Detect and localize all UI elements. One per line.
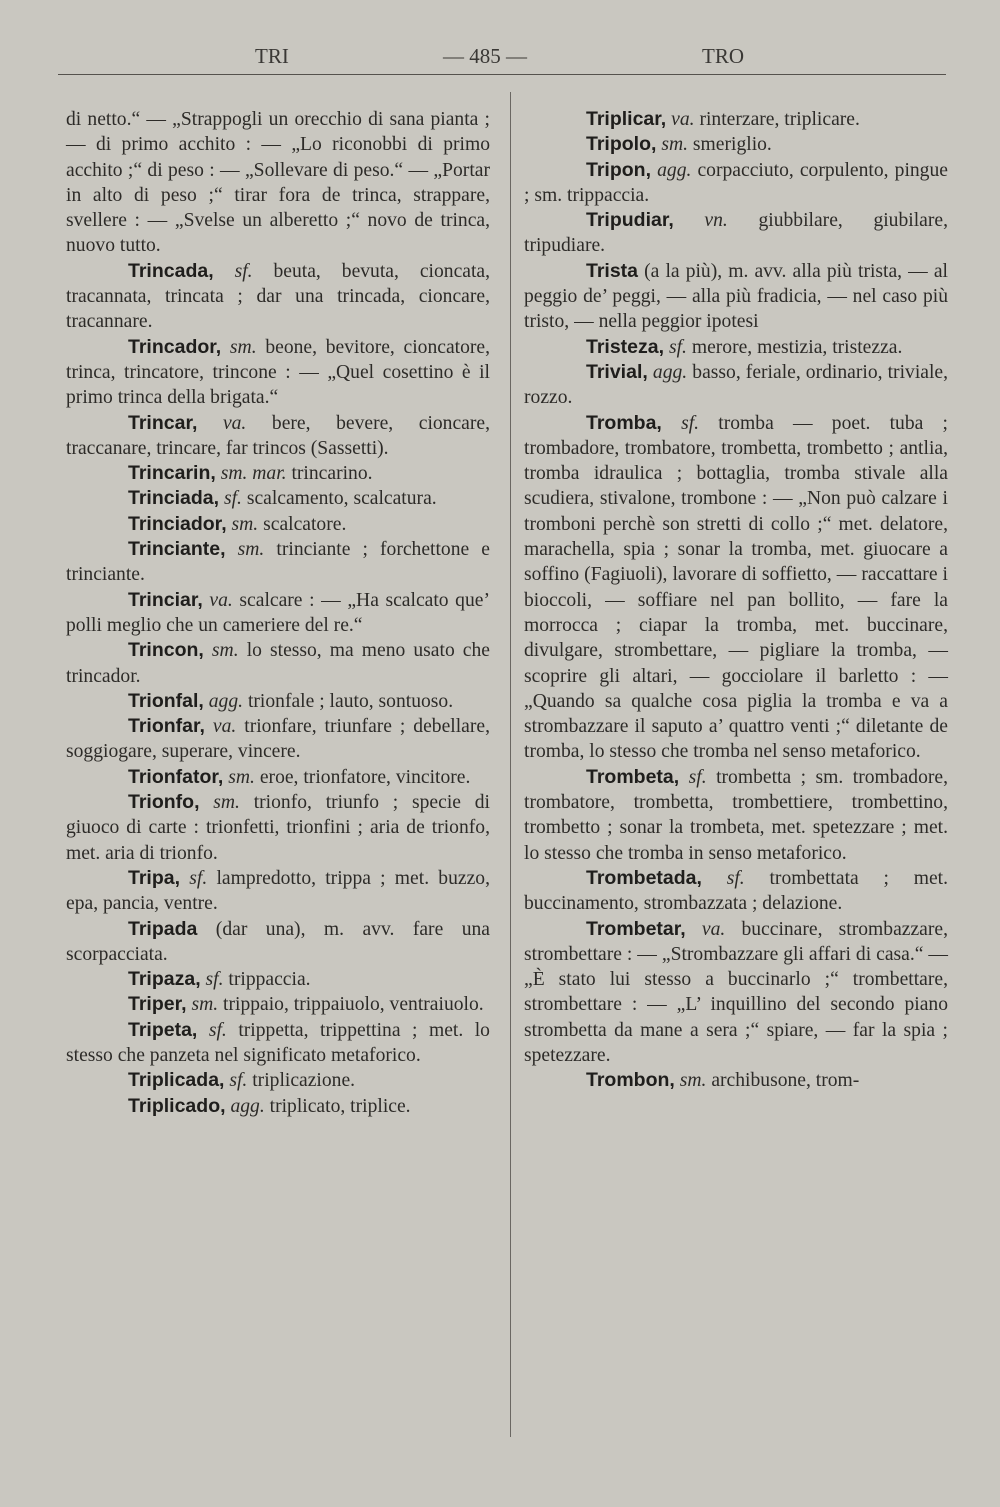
entry-grammar-label: sf. [726,867,745,889]
entry-grammar-label: sm. [228,766,255,788]
dictionary-entry [66,917,490,968]
entry-headword: Trinciante, [128,538,226,561]
entry-headword: Triplicado, [128,1094,226,1117]
entry-grammar-label: sf. [189,867,208,889]
entry-headword: Trionfo, [128,791,200,814]
dictionary-entry [66,461,490,486]
entry-definition: bere, bevere, cioncare, traccanare, trincare, far trincos (Sassetti). [66,412,490,459]
dictionary-entry [66,790,490,866]
entry-headword: Triplicar, [586,108,667,130]
entry-definition: giubbilare, giubilare, tripudiare. [524,210,948,257]
entry-headword: Trivial, [586,360,648,383]
entry-definition: trinciante ; forchettone e trinciante. [66,539,490,586]
entry-definition: merore, mestizia, tristezza. [691,336,903,358]
dictionary-entry [66,765,490,790]
dictionary-entry [524,107,948,132]
entry-definition: trippaio, trippaiuolo, ventraiuolo. [223,994,484,1016]
entry-headword: Trionfar, [128,715,205,738]
entry-definition: corpacciuto, corpulento, pingue ; sm. trippaccia. [524,159,948,206]
entry-headword: Trionfator, [128,765,224,788]
entry-headword: Tromba, [586,411,662,434]
entry-definition: eroe, trionfatore, vincitore. [259,766,471,788]
entry-definition: scalcatore. [263,513,347,535]
dictionary-entry [524,411,948,765]
entry-definition: tromba — poet. tuba ; trombadore, trombatore, trombetta, trombetto ; antlia, tromba idraulica ; bottaglia, tromba stivale alla scudiera, stivalone, trombone : — „Non può calzare i tromboni perchè son stretti di collo ;“ met. delatore, marachella, spia ; sonar la tromba, met. giuocare a soffino (Fagiuoli), lavorare di soffietto, — raccattare i bioccoli, — soffiare nel pan bollito, — fare la morrocca ; ciapar la tromba, met. buccinare, divulgare, strombettare, — pigliare la tromba, — scoprire gli altari, — gocciolare il barletto : — „Quando sa qualche cosa piglia la tromba e va a strombazzare il saputo a’ quattro venti ;“ diletante de tromba, lo stesso che tromba nel senso metaforico. [524,412,949,763]
entry-headword: Trincon, [128,639,204,662]
dictionary-entry [524,132,948,157]
entry-definition: scalcamento, scalcatura. [246,488,437,510]
entry-grammar-label: va. [671,109,695,130]
entry-headword: Triplicada, [128,1069,225,1092]
entry-definition: trombettata ; met. buccinamento, strombazzata ; delazione. [524,867,948,915]
dictionary-entry [524,917,948,1069]
entry-headword: Tripolo, [586,133,657,156]
entry-definition: trippaccia. [228,969,311,991]
entry-grammar-label: agg. [208,690,244,712]
entry-grammar-label: sf. [234,260,253,282]
dictionary-entry [66,1018,490,1069]
dictionary-entry [524,335,948,360]
dictionary-entry [66,335,490,411]
entry-headword: Trincar, [128,411,198,434]
header-left-guideword: TRI [255,44,289,68]
dictionary-entry [66,107,490,259]
entry-grammar-label: va. [209,589,233,611]
column-divider [510,92,511,1437]
entry-grammar-label: sm. [211,640,239,662]
entry-headword: Trincarin, [128,462,216,485]
entry-definition: beuta, bevuta, cioncata, tracannata, trincata ; dar una trincada, cioncare, tracannare. [66,260,491,333]
entry-headword: Trinciada, [128,487,220,510]
entry-headword: Trinciador, [128,512,227,535]
dictionary-entry [524,259,948,335]
entry-headword: Tripaza, [128,968,201,991]
entry-definition: basso, feriale, ordinario, triviale, rozzo. [524,361,949,409]
entry-definition: trombetta ; sm. trombadore, trombatore, trombetta, trombettiere, trombettino, trombetto ; sonar la trombeta, met. spetezzare ; met. lo stesso che tromba in senso metaforico. [524,766,948,864]
entry-definition: rinterzare, triplicare. [699,109,860,130]
dictionary-entry [524,208,948,259]
dictionary-entry [524,158,948,209]
entry-headword: Trionfal, [128,689,204,712]
entry-headword: Tripon, [586,158,651,181]
entry-headword: Tripa, [128,866,181,889]
entry-grammar-label: va. [701,918,726,940]
entry-grammar-label: va. [222,412,247,434]
entry-definition: archibusone, trom- [711,1070,860,1092]
entry-headword: Tripudiar, [586,209,674,232]
page-number: — 485 — [443,44,527,68]
dictionary-entry [66,588,490,639]
entry-grammar-label: va. [212,716,237,738]
entry-headword: Tripada [128,917,198,940]
entry-definition: trippetta, trippettina ; met. lo stesso che panzeta nel significato metaforico. [66,1019,490,1066]
entry-definition: buccinare, strombazzare, strombettare : — „Strombazzare gli affari di casa.“ — „È stato lui stesso a buccinarlo ;“ trombettare, strombettare : — „L’ inquillino del secondo piano strombetta da mane a sera ;“ spiare, — far la spia ; spetezzare. [524,918,948,1066]
entry-definition: triplicato, triplice. [269,1095,411,1117]
entry-definition: di netto.“ — „Strappogli un orecchio di sana pianta ; — di primo acchito : — „Lo riconobbi di primo acchito ;“ di peso : — „Sollevare di peso.“ — „Portar in alto di peso ;“ tirar fora de trinca, strappare, svellere : — „Svelse un alberetto ;“ novo de trinca, nuovo tutto. [66,109,490,257]
entry-headword: Trombon, [586,1069,675,1092]
dictionary-entry [66,537,490,588]
dictionary-entry [66,486,490,511]
dictionary-entry [66,1068,490,1093]
entry-headword: Trinciar, [128,588,203,611]
entry-definition: smeriglio. [692,134,772,156]
dictionary-entry [66,992,490,1017]
entry-grammar-label: agg. [230,1095,265,1117]
dictionary-entry [524,866,948,917]
entry-grammar-label: sf. [223,488,242,510]
dictionary-entry [66,689,490,714]
entry-grammar-label: sm. [661,134,689,156]
entry-definition: (a la più), m. avv. alla più trista, — al peggio de’ peggi, — alla più fradicia, — nel caso più tristo, — nella peggior ipotesi [524,260,949,333]
entry-headword: Tristeza, [586,335,665,358]
dictionary-entry [524,360,948,411]
entry-definition: lo stesso, ma meno usato che trincador. [66,640,490,687]
entry-definition: triplicazione. [252,1070,356,1092]
running-header [60,44,940,78]
entry-grammar-label: sf. [681,412,700,434]
entry-headword: Triper, [128,993,187,1016]
entry-grammar-label: sm. [679,1070,707,1092]
entry-grammar-label: sm. [231,513,259,535]
entry-grammar-label: sm. [237,539,265,561]
dictionary-entry [66,638,490,689]
entry-definition: trincarino. [291,463,373,485]
dictionary-entry [66,259,490,335]
entry-headword: Trista [586,259,639,282]
entry-headword: Trincador, [128,335,222,358]
left-column [66,107,490,1119]
entry-grammar-label: sm. mar. [220,463,287,485]
entry-headword: Trombetada, [586,866,702,889]
entry-grammar-label: sf. [208,1019,227,1041]
entry-headword: Trombeta, [586,765,680,788]
entry-definition: trionfale ; lauto, sontuoso. [247,690,454,712]
entry-grammar-label: agg. [657,159,692,181]
entry-definition: trionfare, triunfare ; debellare, soggiogare, superare, vincere. [66,716,490,763]
dictionary-entry [66,967,490,992]
dictionary-entry [66,866,490,917]
entry-definition: beone, bevitore, cioncatore, trinca, trincatore, trincone : — „Quel cosettino è il primo trinca della brigata.“ [66,336,491,409]
header-rule [58,74,946,75]
dictionary-entry [66,512,490,537]
entry-grammar-label: sf. [688,766,707,788]
dictionary-entry [66,1094,490,1119]
entry-grammar-label: sf. [205,969,224,991]
entry-definition: scalcare : — „Ha scalcato que’ polli meglio che un cameriere del re.“ [66,589,490,636]
entry-definition: (dar una), m. avv. fare una scorpacciata. [66,918,490,965]
entry-grammar-label: sm. [191,994,219,1016]
entry-definition: trionfo, triunfo ; specie di giuoco di carte : trionfetti, trionfini ; aria de trionfo, met. aria di trionfo. [66,792,490,864]
entry-headword: Trombetar, [586,917,686,940]
entry-grammar-label: agg. [652,361,688,383]
entry-headword: Trincada, [128,259,214,282]
right-column [524,107,948,1094]
entry-grammar-label: sf. [229,1070,248,1092]
entry-headword: Tripeta, [128,1018,198,1041]
dictionary-entry [66,714,490,765]
dictionary-entry [524,1068,948,1093]
entry-grammar-label: sm. [213,792,240,814]
header-right-guideword: TRO [702,44,744,68]
dictionary-entry [524,765,948,866]
entry-grammar-label: sf. [668,336,687,358]
dictionary-entry [66,411,490,462]
entry-grammar-label: vn. [704,210,728,232]
entry-definition: lampredotto, trippa ; met. buzzo, epa, pancia, ventre. [66,867,490,915]
entry-grammar-label: sm. [229,336,257,358]
